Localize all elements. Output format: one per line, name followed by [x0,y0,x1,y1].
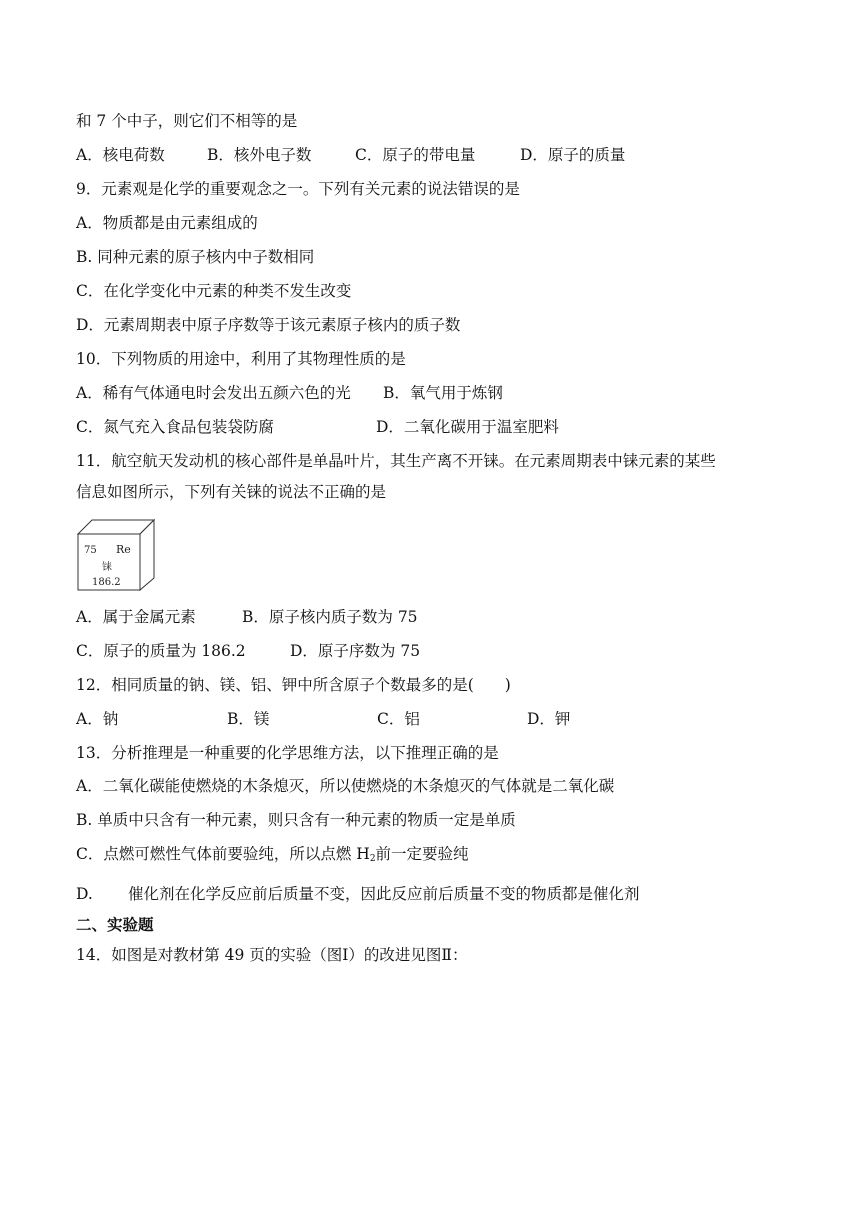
q10-option-d: D．二氧化碳用于温室肥料 [376,418,559,436]
q13-option-b: B. 单质中只含有一种元素，则只含有一种元素的物质一定是单质 [76,811,516,829]
q13-option-c-sub: 2 [369,854,376,864]
element-tile-figure [76,518,156,592]
q13-option-c-pre: C．点燃可燃性气体前要验纯，所以点燃 H [76,845,370,863]
q12-option-a: A．钠 [76,710,119,728]
q9-stem: 9．元素观是化学的重要观念之一。下列有关元素的说法错误的是 [76,180,520,198]
q11-option-a: A．属于金属元素 [76,608,196,626]
q11-option-d: D．原子序数为 75 [290,642,421,660]
q9-option-c: C．在化学变化中元素的种类不发生改变 [76,282,352,300]
q8-option-c: C．原子的带电量 [355,146,476,164]
q13-option-c [76,844,469,869]
q8-option-b: B．核外电子数 [207,146,312,164]
q12-option-b: B．镁 [227,710,270,728]
q11-stem-line2: 信息如图所示，下列有关铼的说法不正确的是 [76,483,387,501]
q12-stem: 12．相同质量的钠、镁、铝、钾中所含原子个数最多的是( ) [76,676,511,694]
q11-option-b: B．原子核内质子数为 75 [242,608,418,626]
element-number: 75 [84,545,97,556]
q13-option-c-post: 前一定要验纯 [375,845,469,863]
q11-stem-line1: 11．航空航天发动机的核心部件是单晶叶片，其生产离不开铼。在元素周期表中铼元素的某些 [76,452,716,470]
q13-option-d-label: D. [76,885,93,903]
q8-option-d: D．原子的质量 [520,146,626,164]
q10-option-a: A．稀有气体通电时会发出五颜六色的光 [76,384,351,402]
q8-option-a: A．核电荷数 [76,146,165,164]
q13-option-d-text: 催化剂在化学反应前后质量不变，因此反应前后质量不变的物质都是催化剂 [128,885,640,903]
q12-option-d: D．钾 [527,710,571,728]
q13-option-a: A．二氧化碳能使燃烧的木条熄灭，所以使燃烧的木条熄灭的气体就是二氧化碳 [76,777,615,795]
question-continuation: 和 7 个中子，则它们不相等的是 [76,112,298,130]
element-mass: 186.2 [92,577,121,588]
q14-stem: 14．如图是对教材第 49 页的实验（图Ⅰ）的改进见图Ⅱ： [76,946,468,964]
q13-stem: 13．分析推理是一种重要的化学思维方法，以下推理正确的是 [76,744,499,762]
q10-stem: 10．下列物质的用途中，利用了其物理性质的是 [76,350,406,368]
section-heading: 二、实验题 [76,915,154,934]
q9-option-b: B. 同种元素的原子核内中子数相同 [76,248,315,266]
q9-option-d: D．元素周期表中原子序数等于该元素原子核内的质子数 [76,316,461,334]
q12-option-c: C．铝 [377,710,420,728]
element-symbol: Re [116,543,131,556]
q10-option-b: B．氧气用于炼钢 [383,384,503,402]
q10-option-c: C．氮气充入食品包装袋防腐 [76,418,274,436]
q11-option-c: C．原子的质量为 186.2 [76,642,246,660]
element-name: 铼 [102,562,112,573]
q9-option-a: A．物质都是由元素组成的 [76,214,258,232]
